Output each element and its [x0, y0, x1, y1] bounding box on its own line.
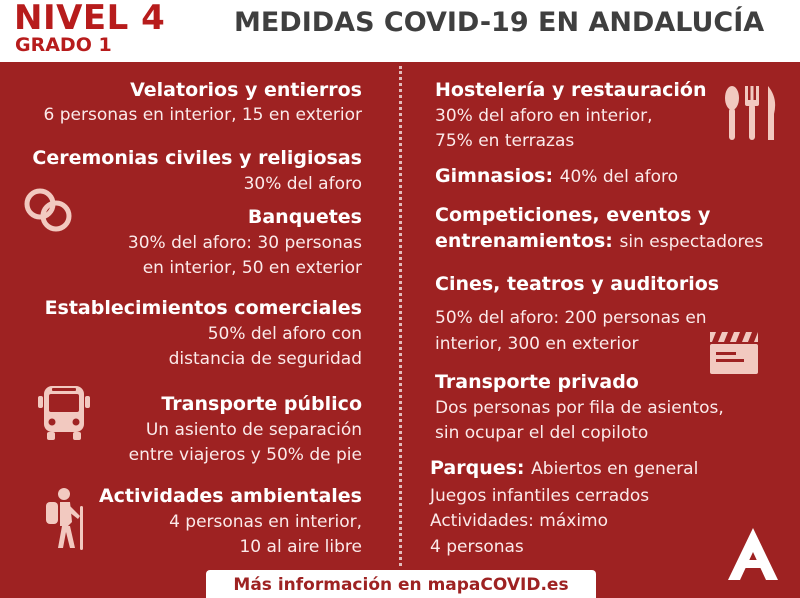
header — [0, 0, 800, 62]
gimnasios-title: Gimnasios: — [435, 165, 554, 187]
gimnasios-row — [435, 164, 678, 189]
transporte-privado-text-1: Dos personas por fila de asientos, — [435, 398, 724, 418]
cines-title: Cines, teatros y auditorios — [435, 273, 720, 295]
transporte-privado-title: Transporte privado — [435, 371, 639, 393]
ambientales-text-1: 4 personas en interior, — [169, 512, 362, 532]
parques-value: Abiertos en general — [531, 459, 699, 479]
footer-banner — [206, 570, 596, 598]
velatorios-title: Velatorios y entierros — [130, 79, 362, 101]
grade-subtitle: GRADO 1 — [15, 34, 112, 56]
page-title: MEDIDAS COVID-19 EN ANDALUCÍA — [234, 7, 765, 38]
column-divider — [399, 66, 402, 566]
hosteleria-text-2: 75% en terrazas — [435, 131, 575, 151]
ceremonias-title: Ceremonias civiles y religiosas — [32, 147, 362, 169]
competiciones-value: sin espectadores — [619, 232, 764, 252]
cines-text-2: interior, 300 en exterior — [435, 334, 639, 354]
velatorios-text: 6 personas en interior, 15 en exterior — [43, 105, 362, 125]
ceremonias-text: 30% del aforo — [243, 174, 362, 194]
hosteleria-title: Hostelería y restauración — [435, 79, 707, 101]
cutlery-icon — [722, 84, 782, 142]
transporte-publico-title: Transporte público — [161, 393, 362, 415]
parques-title: Parques: — [430, 457, 525, 479]
footer-link-text: Más información en mapaCOVID.es — [233, 575, 569, 595]
parques-text-2: Actividades: máximo — [430, 511, 609, 531]
comercios-text-2: distancia de seguridad — [168, 349, 362, 369]
cines-text-1: 50% del aforo: 200 personas en — [435, 308, 707, 328]
transporte-publico-text-2: entre viajeros y 50% de pie — [128, 445, 362, 465]
parques-text-3: 4 personas — [430, 537, 524, 557]
comercios-title: Establecimientos comerciales — [44, 297, 362, 319]
ambientales-text-2: 10 al aire libre — [239, 537, 362, 557]
parques-row — [430, 456, 698, 481]
banquetes-title: Banquetes — [247, 206, 362, 228]
ambientales-title: Actividades ambientales — [98, 485, 362, 507]
junta-logo-icon — [726, 526, 780, 582]
rings-icon — [20, 182, 76, 238]
transporte-publico-text-1: Un asiento de separación — [145, 420, 362, 440]
clapperboard-icon — [708, 328, 762, 376]
comercios-text-1: 50% del aforo con — [207, 324, 362, 344]
transporte-privado-text-2: sin ocupar el del copiloto — [435, 423, 649, 443]
parques-text-1: Juegos infantiles cerrados — [430, 486, 650, 506]
competiciones-title: Competiciones, eventos y — [435, 204, 711, 226]
hosteleria-text-1: 30% del aforo en interior, — [435, 106, 653, 126]
gimnasios-value: 40% del aforo — [559, 167, 679, 187]
banquetes-text-2: en interior, 50 en exterior — [142, 258, 362, 278]
competiciones-title-2: entrenamientos: — [435, 230, 613, 252]
level-title: NIVEL 4 — [14, 0, 166, 38]
competiciones-row — [435, 229, 763, 254]
banquetes-text-1: 30% del aforo: 30 personas — [127, 233, 362, 253]
hiker-icon — [38, 486, 90, 554]
bus-icon — [36, 382, 92, 444]
